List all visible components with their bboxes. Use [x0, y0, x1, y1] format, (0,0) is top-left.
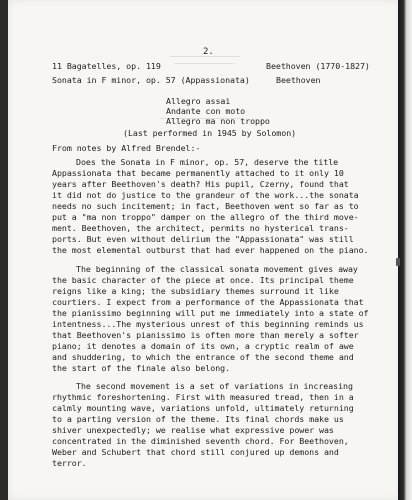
- paragraph-line: calmly mounting wave, variations unfold, ultimately returning: [52, 403, 354, 413]
- paragraph-line: that Beethoven's pianissimo is often more than merely a softer: [52, 330, 359, 340]
- paragraph-line: shiver unexpectedly; we realise what expressive power was: [52, 425, 334, 435]
- work-title-bagatelles: 11 Bagatelles, op. 119: [52, 61, 161, 71]
- paragraph-line: to a parting version of the theme. Its final chords make us: [52, 414, 344, 424]
- paragraph-line: put a "ma non troppo" damper on the allegro of the third move-: [52, 212, 359, 222]
- paragraph-line: it did not do justice to the grandeur of the work...the sonata: [52, 190, 359, 200]
- show-through-mark: [175, 63, 235, 64]
- paragraph-line: ports. But even without delirium the "Appassionata" was still: [52, 234, 354, 244]
- paragraph-line: the basic character of the piece at once. Its principal theme: [52, 275, 354, 285]
- paragraph-line: years after Beethoven's death? His pupil, Czerny, found that: [52, 179, 349, 189]
- paragraph-line: Does the Sonata in F minor, op. 57, deserve the title: [76, 157, 339, 167]
- paragraph-line: intentness...The mysterious unrest of this beginning reminds us: [52, 319, 364, 329]
- paragraph-line: needs no such incitement; in fact, Beethoven went so far as to: [52, 201, 359, 211]
- paragraph-line: the pianissimo beginning will put me immediately into a state of: [52, 308, 369, 318]
- paragraph-line: rhythmic foreshortening. First with measured tread, then in a: [52, 392, 354, 402]
- paragraph-line: piano; it denotes a domain of its own, a cryptic realm of awe: [52, 341, 354, 351]
- paragraph-line: reigns like a king; the subsidiary themes surround it like: [52, 286, 339, 296]
- paragraph-line: Appassionata that became permanently attached to it only 10: [52, 168, 344, 178]
- paragraph-line: The second movement is a set of variations in increasing: [76, 381, 353, 391]
- paragraph-line: The beginning of the classical sonata movement gives away: [76, 264, 358, 274]
- binding-mark: [396, 258, 400, 266]
- composer-name: Beethoven: [276, 75, 321, 85]
- paragraph-line: terror.: [52, 458, 87, 468]
- page-number: 2.: [203, 47, 214, 57]
- work-title-sonata: Sonata in F minor, op. 57 (Appassionata): [52, 75, 250, 85]
- movement-1: Allegro assai: [166, 96, 231, 106]
- paragraph-line: concentrated in the diminished seventh chord. For Beethoven,: [52, 436, 349, 446]
- paragraph-line: and shuddering, to which the entrance of the second theme and: [52, 352, 354, 362]
- notes-attribution: From notes by Alfred Brendel:-: [52, 143, 201, 153]
- page-edge: [398, 0, 412, 500]
- paragraph-line: courtiers. I expect from a performance of the Appassionata that: [52, 297, 364, 307]
- paragraph-line: Weber and Schubert that chord still conjured up demons and: [52, 447, 339, 457]
- performance-note: (Last performed in 1945 by Solomon): [123, 128, 297, 138]
- paragraph-line: the start of the finale also belong.: [52, 363, 231, 373]
- paragraph-line: the most elemental outburst that had ever happened on the piano.: [52, 245, 369, 255]
- paragraph-line: ment. Beethoven, the architect, permits no hysterical trans-: [52, 223, 349, 233]
- composer-dates: Beethoven (1770-1827): [266, 61, 370, 71]
- movement-3: Allegro ma non troppo: [166, 116, 270, 126]
- movement-2: Andante con moto: [166, 106, 246, 116]
